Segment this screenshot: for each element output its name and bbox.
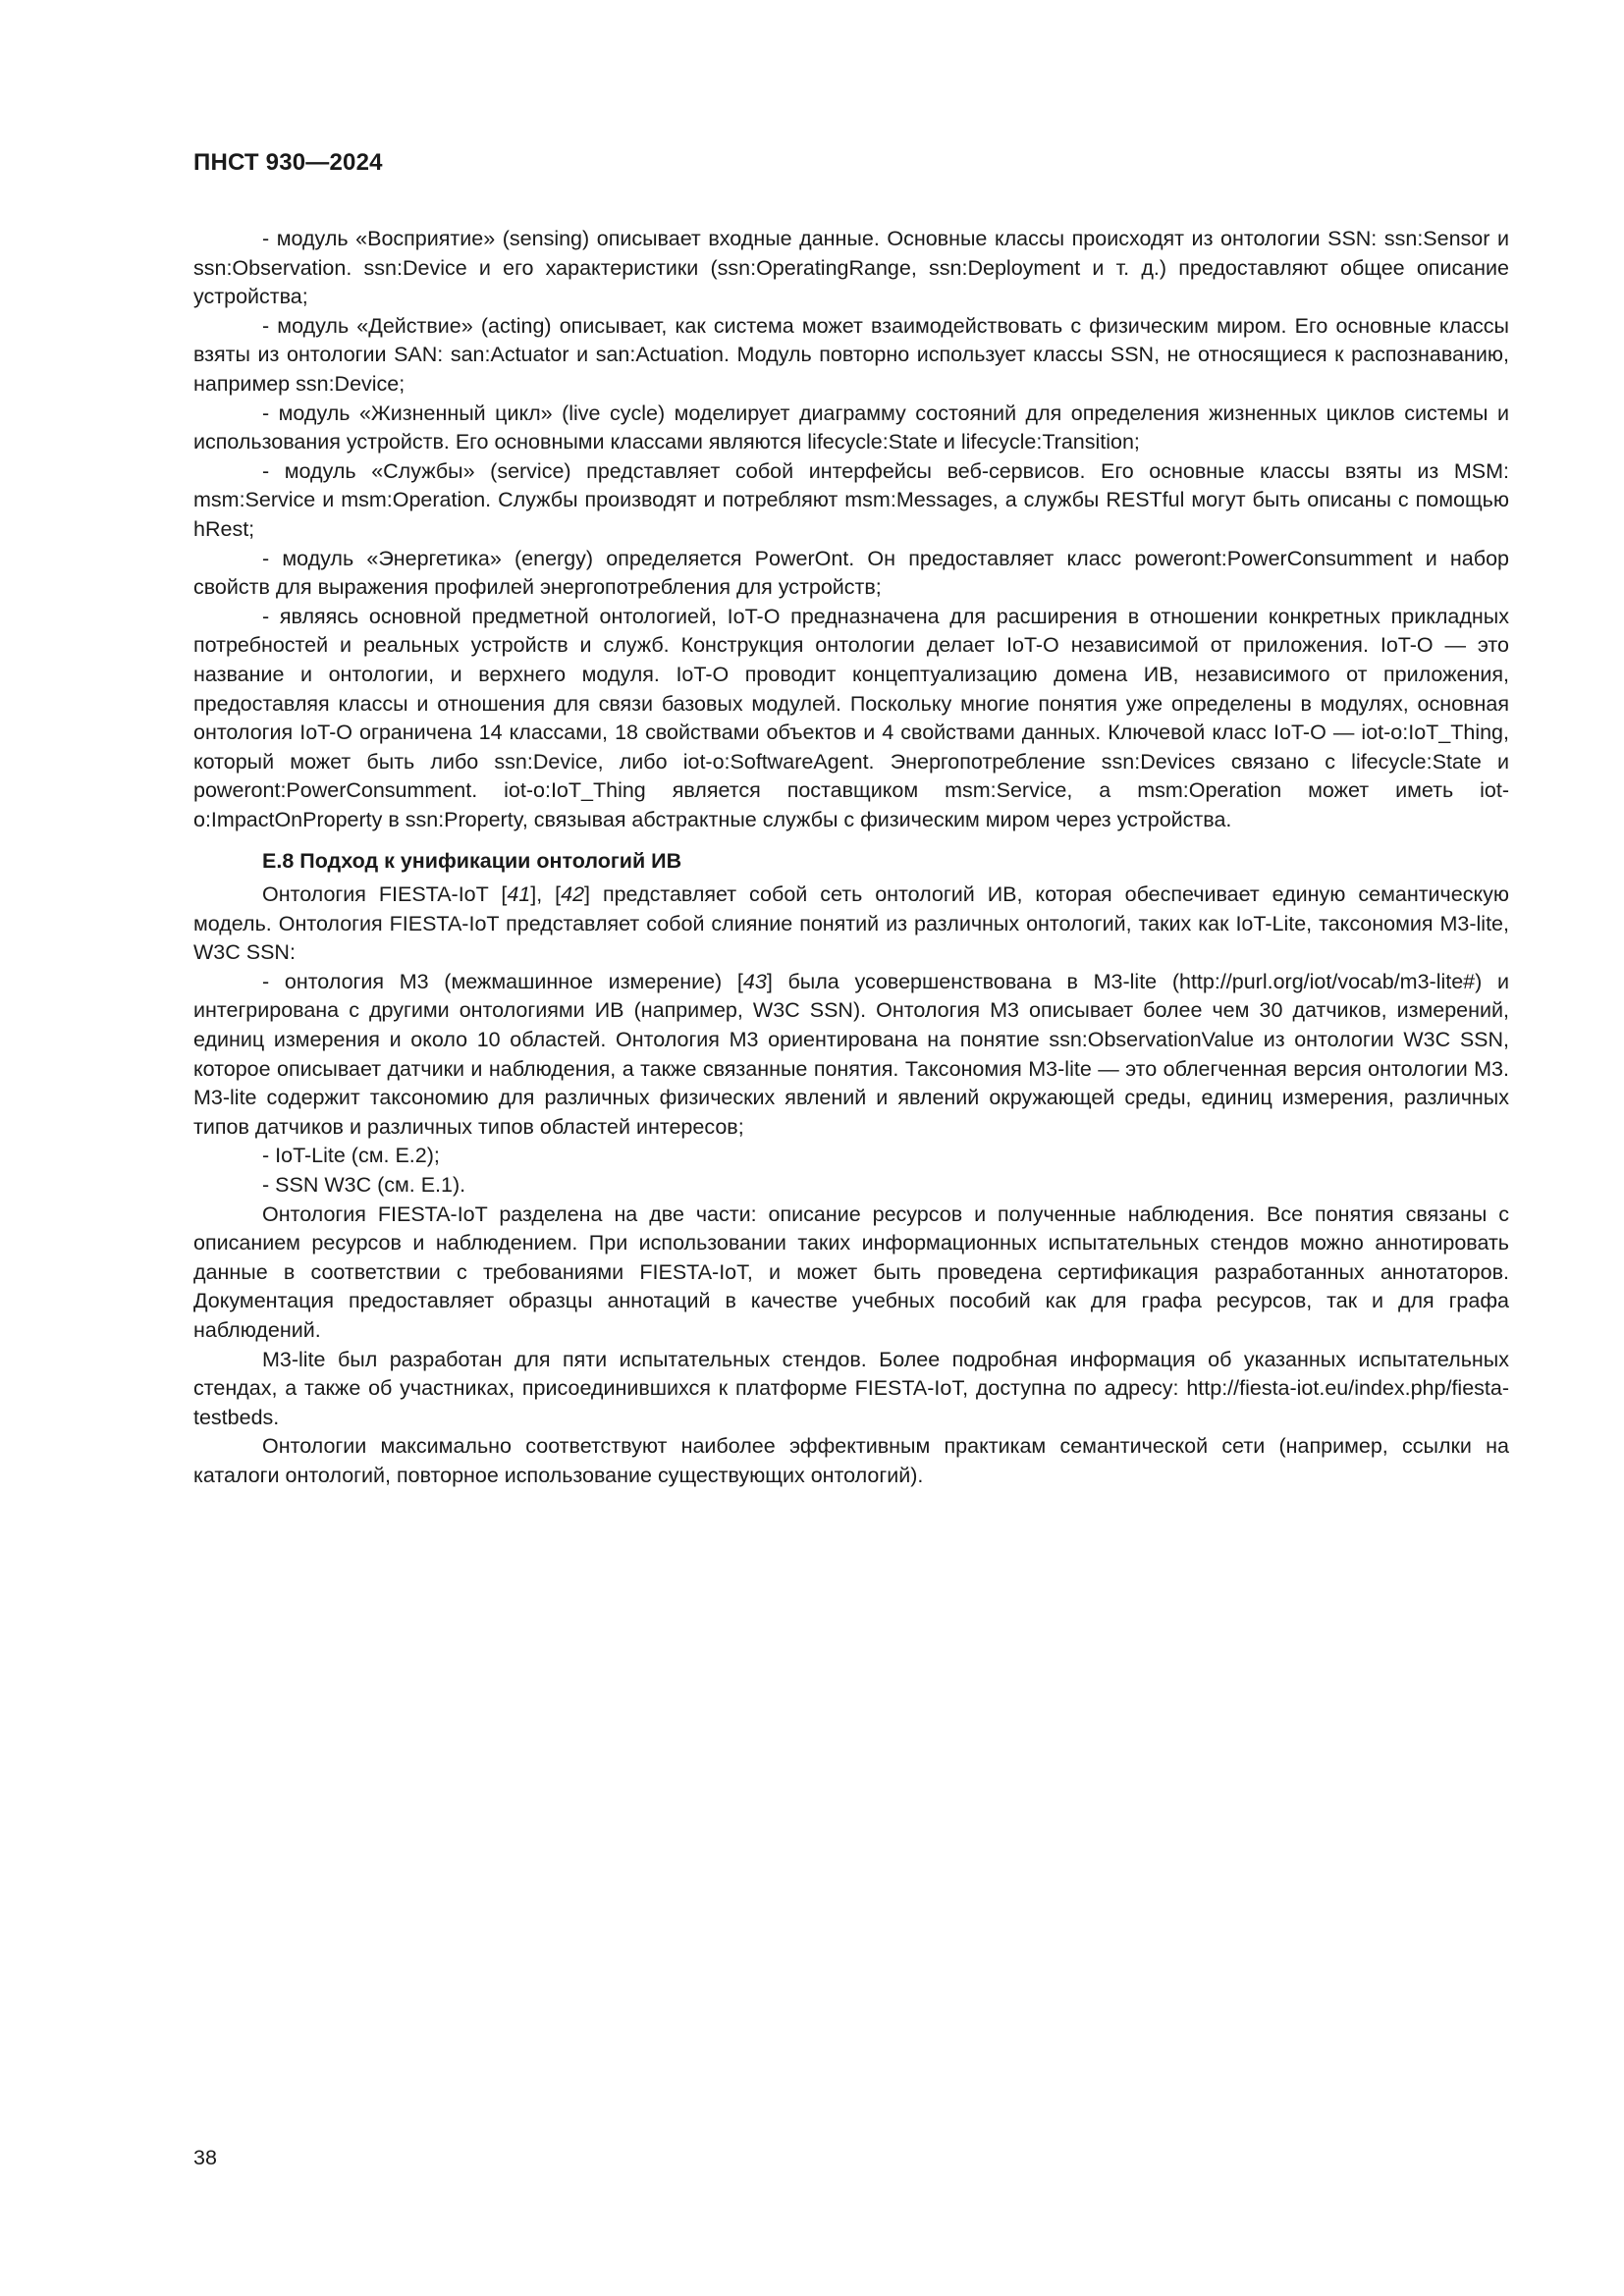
- reference-42: 42: [561, 882, 585, 907]
- page-body: [193, 225, 1509, 1491]
- text-run: ] была усовершенствована в M3-lite (http://purl.org/iot/vocab/m3-lite#) и интегрирована с другими онтологиями ИВ (например, W3C SSN). Онтология M3 описывает более чем 30 датчиков, измерений, единиц измерения и около 10 областей. Онтология M3 ориентирована на понятие ssn:ObservationValue из онтологии W3C SSN, которое описывает датчики и наблюдения, а также связанные понятия. Таксономия M3-lite — это облегченная версия онтологии M3. M3-lite содержит таксономию для различных физических явлений и явлений окружающей среды, единиц измерения, различных типов датчиков и различных типов областей интересов;: [193, 969, 1510, 1139]
- text-run: ] представляет собой сеть онтологий ИВ, которая обеспечивает единую семантическую модель. Онтология FIESTA-IoT представляет собой слияние понятий из различных онтологий, таких как IoT-Lite, таксономия M3-lite, W3C SSN:: [193, 882, 1509, 965]
- text-run: Онтология FIESTA-IoT [: [262, 882, 508, 907]
- paragraph-m3-lite-testbeds: M3-lite был разработан для пяти испытательных стендов. Более подробная информация об указанных испытательных стендах, а также об участниках, присоединившихся к платформе FIESTA-IoT, доступна по адресу: http://fiesta-iot.eu/index.php/fiesta-testbeds.: [193, 1347, 1509, 1429]
- page-number: 38: [193, 2146, 217, 2169]
- paragraph-service-module: - модуль «Службы» (service) представляет собой интерфейсы веб-сервисов. Его основные классы взяты из MSM: msm:Service и msm:Operation. Службы производят и потребляют msm:Messages, а службы RESTful могут быть описаны с помощью hRest;: [193, 458, 1509, 541]
- reference-41: 41: [507, 882, 531, 907]
- paragraph-lifecycle-module: - модуль «Жизненный цикл» (live cycle) моделирует диаграмму состояний для определения жизненных циклов системы и использования устройств. Его основными классами являются lifecycle:State и lifecycle:Transition;: [193, 400, 1509, 454]
- list-item-iot-lite: - IoT-Lite (см. Е.2);: [262, 1144, 440, 1168]
- paragraph-fiesta-iot-intro: [193, 881, 1509, 968]
- reference-43: 43: [742, 969, 767, 993]
- section-heading-e8: Е.8 Подход к унификации онтологий ИВ: [262, 849, 682, 874]
- paragraph-acting-module: - модуль «Действие» (acting) описывает, как система может взаимодействовать с физическим миром. Его основные классы взяты из онтологии SAN: san:Actuator и san:Actuation. Модуль повторно использует классы SSN, не относящиеся к распознаванию, например ssn:Device;: [193, 313, 1509, 396]
- paragraph-best-practices: Онтологии максимально соответствуют наиболее эффективным практикам семантической сети (например, ссылки на каталоги онтологий, повторное использование существующих онтологий).: [193, 1434, 1509, 1487]
- text-run: - онтология M3 (межмашинное измерение) [: [262, 969, 743, 993]
- list-item-ssn-w3c: - SSN W3C (см. Е.1).: [262, 1173, 466, 1197]
- text-run: ], [: [530, 882, 562, 907]
- paragraph-sensing-module: - модуль «Восприятие» (sensing) описывает входные данные. Основные классы происходят из онтологии SSN: ssn:Sensor и ssn:Observation. ssn:Device и его характеристики (ssn:OperatingRange, ssn:Deployment и т. д.) предоставляют общее описание устройства;: [193, 227, 1509, 309]
- paragraph-iot-o-core: - являясь основной предметной онтологией, IoT-O предназначена для расширения в отношении конкретных прикладных потребностей и реальных устройств и служб. Конструкция онтологии делает IoT-O независимой от приложения. IoT-O — это название и онтологии, и верхнего модуля. IoT-O проводит концептуализацию домена ИВ, независимого от приложения, предоставляя классы и отношения для связи базовых модулей. Поскольку многие понятия уже определены в модулях, основная онтология IoT-O ограничена 14 классами, 18 свойствами объектов и 4 свойствами данных. Ключевой класс IoT-O — iot-o:IoT_Thing, который может быть либо ssn:Device, либо iot-o:SoftwareAgent. Энергопотребление ssn:Devices связано с lifecycle:State и poweront:PowerConsumment. iot-o:IoT_Thing является поставщиком msm:Service, а msm:Operation может иметь iot-o:ImpactOnProperty в ssn:Property, связывая абстрактные службы с физическим миром через устройства.: [193, 604, 1509, 831]
- paragraph-energy-module: - модуль «Энергетика» (energy) определяется PowerOnt. Он предоставляет класс poweront:PowerConsumment и набор свойств для выражения профилей энергопотребления для устройств;: [193, 546, 1509, 600]
- paragraph-m3-ontology: [193, 968, 1509, 1143]
- document-designation: ПНСТ 930—2024: [193, 149, 383, 176]
- paragraph-fiesta-iot-parts: Онтология FIESTA-IoT разделена на две части: описание ресурсов и полученные наблюдения. Все понятия связаны с описанием ресурсов и наблюдением. При использовании таких информационных испытательных стендов можно аннотировать данные в соответствии с требованиями FIESTA-IoT, и может быть проведена сертификация разработанных аннотаторов. Документация предоставляет образцы аннотаций в качестве учебных пособий как для графа ресурсов, так и для графа наблюдений.: [193, 1201, 1509, 1342]
